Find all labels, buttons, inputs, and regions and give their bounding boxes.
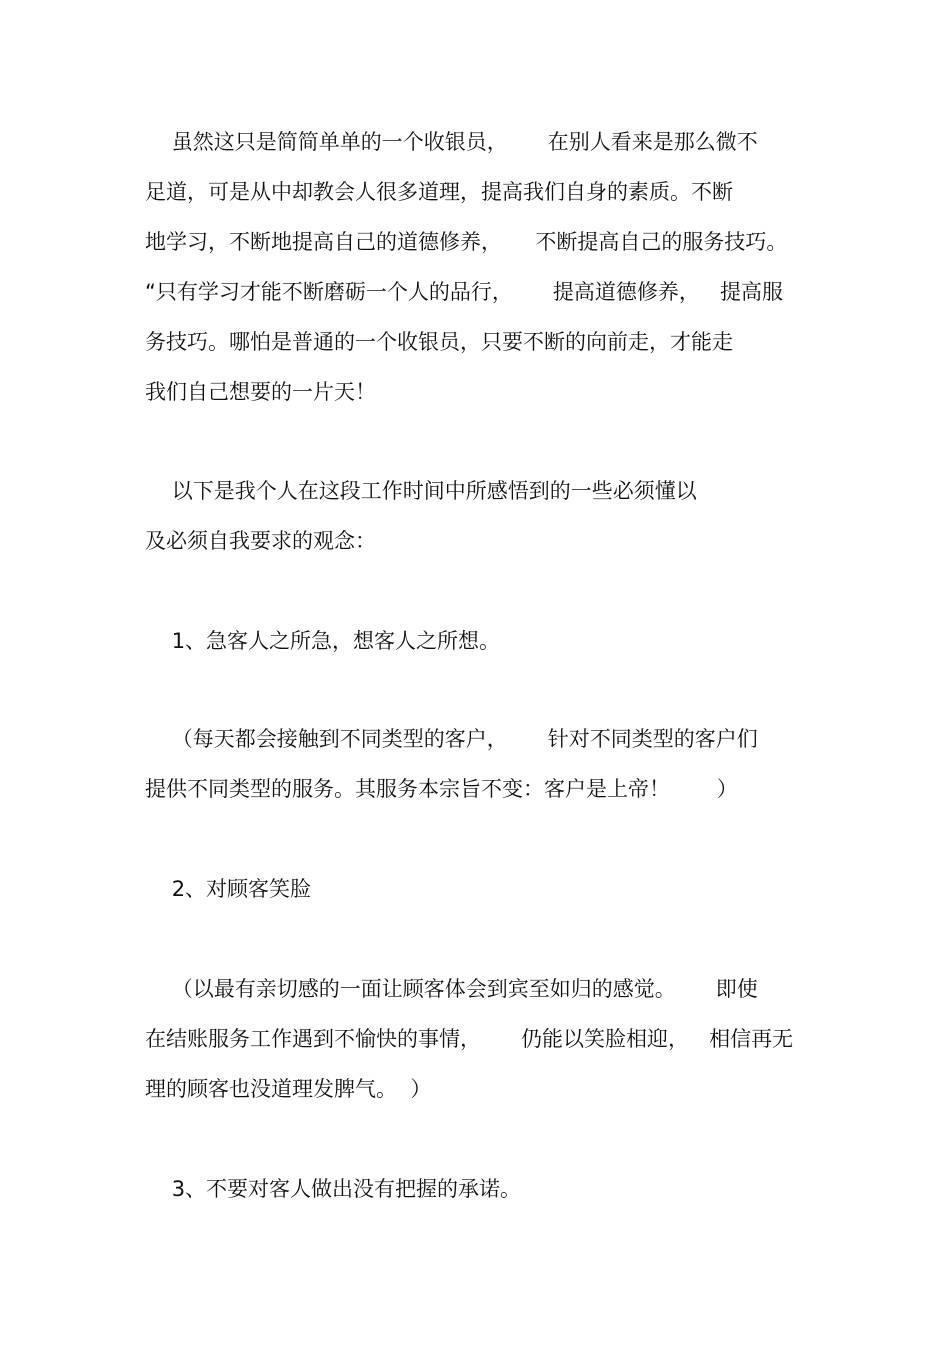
text-line-11: （以最有亲切感的一面让顾客体会到宾至如归的感觉。 即使 bbox=[145, 977, 758, 1001]
list-item-3: 3、不要对客人做出没有把握的承诺。 bbox=[145, 1177, 522, 1201]
text-line-6: 我们自己想要的一片天！ bbox=[145, 380, 376, 404]
text-line-5: 务技巧。哪怕是普通的一个收银员，只要不断的向前走，才能走 bbox=[145, 330, 733, 354]
text-line-1: 虽然这只是简简单单的一个收银员， 在别人看来是那么微不 bbox=[145, 130, 758, 154]
list-item-1: 1、急客人之所急，想客人之所想。 bbox=[145, 629, 501, 653]
text-line-9: （每天都会接触到不同类型的客户， 针对不同类型的客户们 bbox=[145, 727, 758, 751]
text-line-2: 足道，可是从中却教会人很多道理，提高我们自身的素质。不断 bbox=[145, 180, 733, 204]
text-line-3: 地学习，不断地提高自己的道德修养， 不断提高自己的服务技巧。 bbox=[145, 230, 788, 254]
text-line-12: 在结账服务工作遇到不愉快的事情， 仍能以笑脸相迎， 相信再无 bbox=[145, 1027, 794, 1051]
text-line-7: 以下是我个人在这段工作时间中所感悟到的一些必须懂以 bbox=[145, 479, 697, 503]
text-line-13: 理的顾客也没道理发脾气。 ） bbox=[145, 1077, 432, 1101]
text-line-8: 及必须自我要求的观念： bbox=[145, 529, 376, 553]
text-line-4: “只有学习才能不断磨砺一个人的品行， 提高道德修养， 提高服 bbox=[145, 280, 783, 304]
text-line-10: 提供不同类型的服务。其服务本宗旨不变：客户是上帝！ ） bbox=[145, 777, 738, 801]
list-item-2: 2、对顾客笑脸 bbox=[145, 877, 312, 901]
